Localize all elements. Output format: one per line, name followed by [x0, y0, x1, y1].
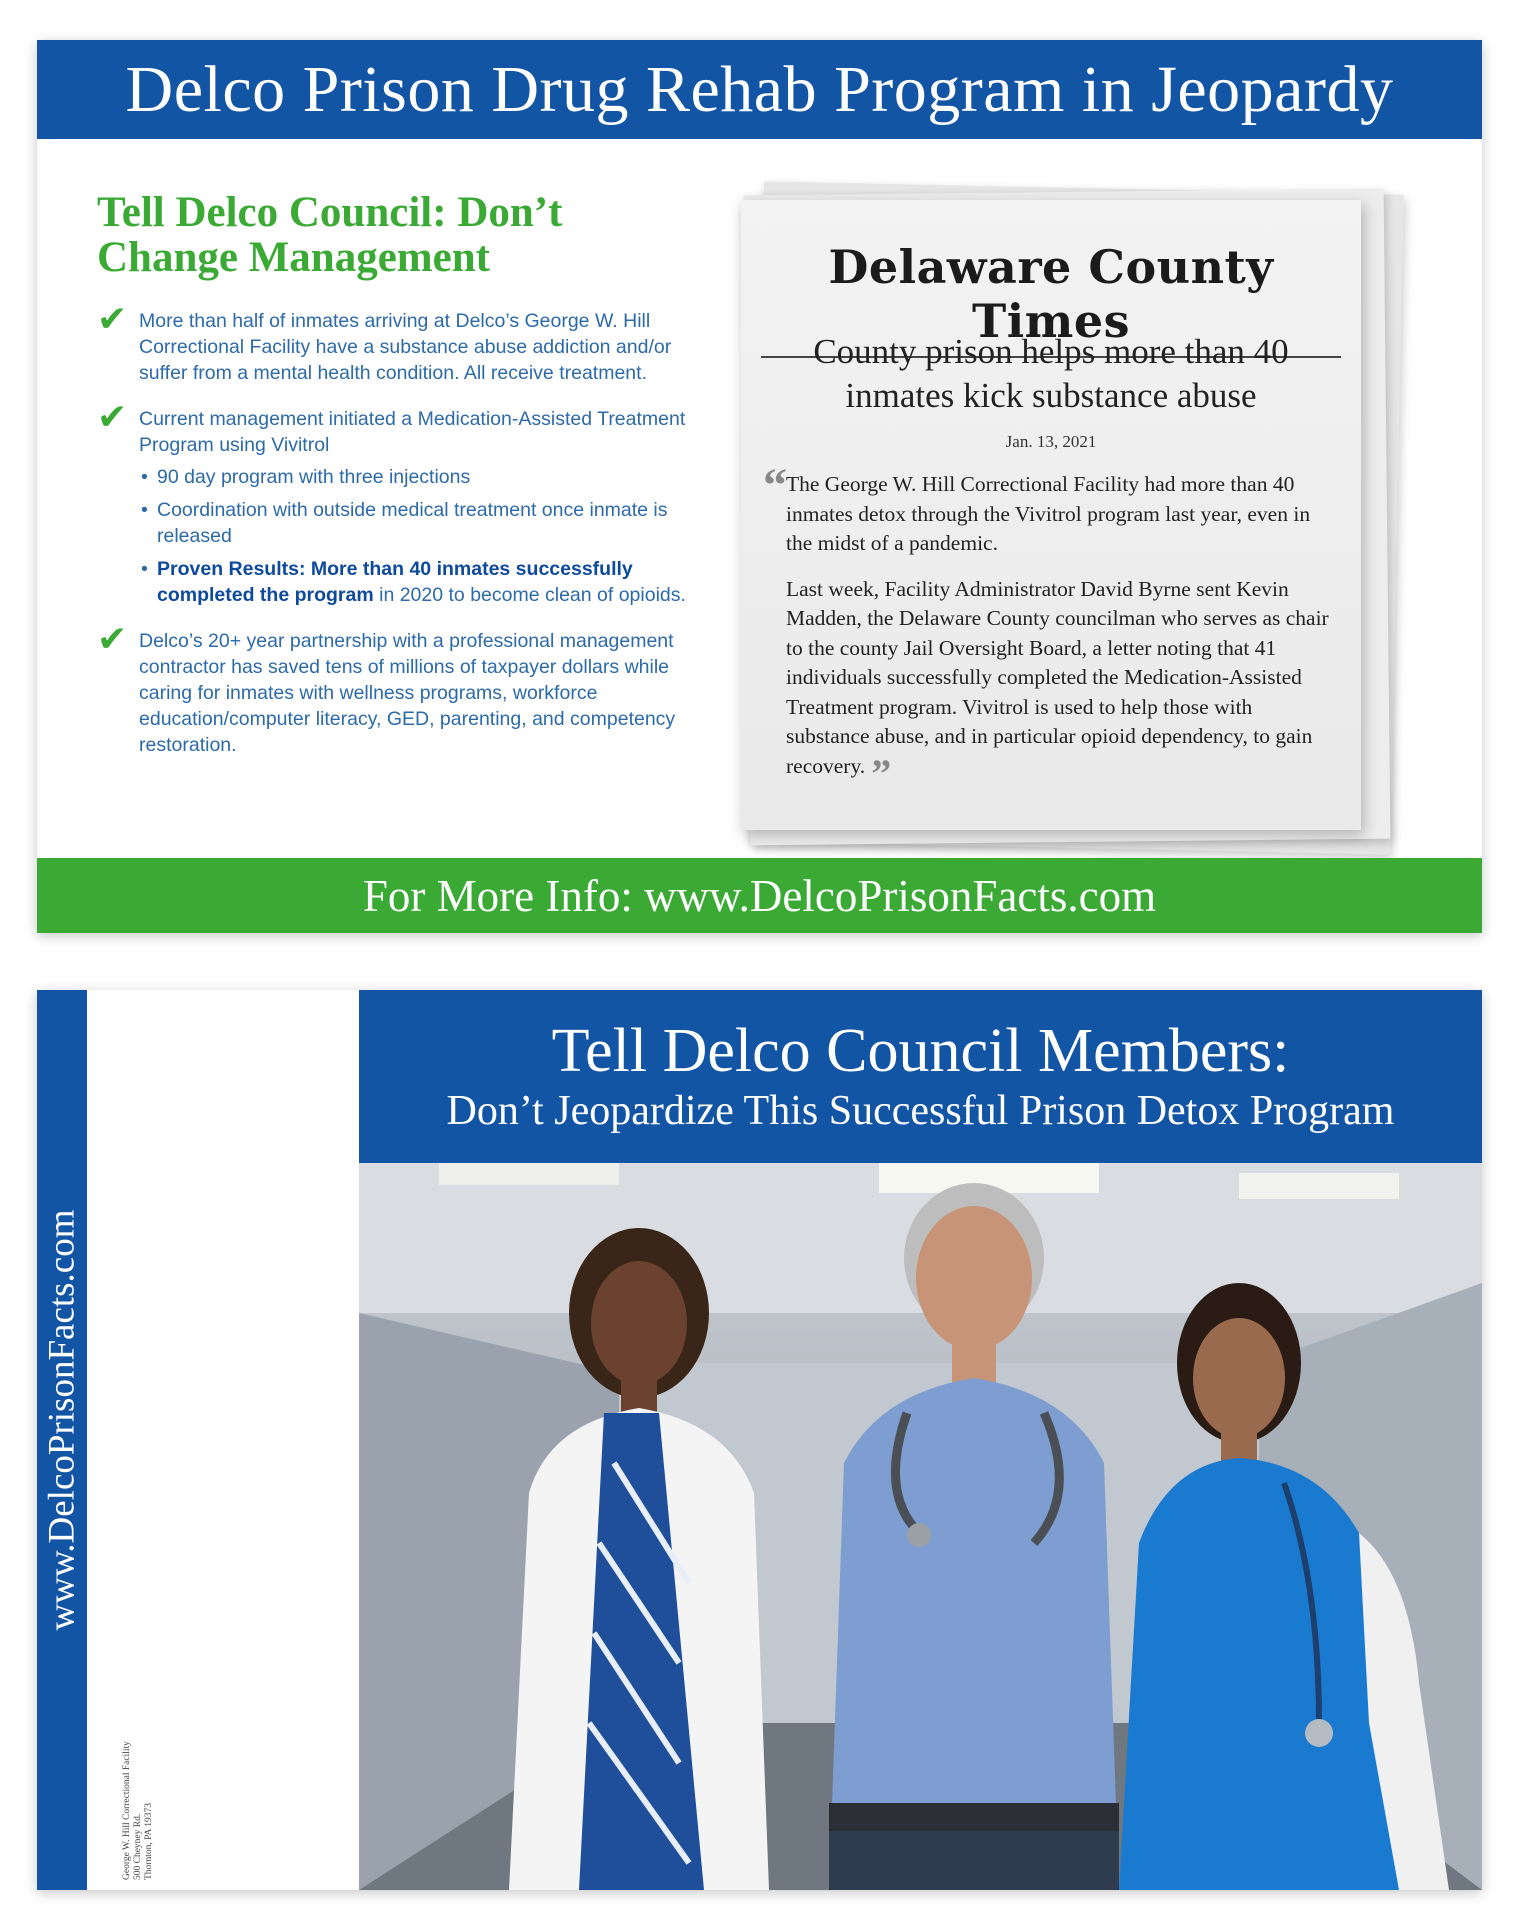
back-header-bar — [359, 990, 1482, 1163]
front-header-title: Delco Prison Drug Rehab Program in Jeopardy — [125, 52, 1394, 126]
newspaper-body — [786, 470, 1331, 797]
newspaper-headline: County prison helps more than 40 inmates kick substance abuse — [813, 332, 1289, 415]
trousers — [829, 1831, 1119, 1890]
postcard-front — [37, 40, 1482, 933]
checkmark-icon: ✔ — [97, 619, 128, 660]
front-footer-bar — [37, 858, 1482, 933]
sub-bullet-item: • Coordination with outside medical treatment once inmate is released — [139, 497, 697, 549]
return-address-line: 500 Cheyney Rd. — [133, 1813, 143, 1880]
face — [591, 1261, 687, 1385]
bullet-item — [97, 397, 697, 608]
face — [916, 1206, 1032, 1350]
back-subtitle: Don’t Jeopardize This Successful Prison Detox Program — [446, 1088, 1395, 1134]
bullet-item — [97, 299, 697, 386]
neck — [952, 1343, 996, 1383]
postcard-back — [37, 990, 1482, 1890]
ceiling-light — [1239, 1173, 1399, 1199]
left-column — [97, 190, 697, 778]
open-quote-icon: “ — [763, 459, 787, 512]
front-header-bar — [37, 40, 1482, 139]
bullet-item — [97, 619, 697, 758]
newspaper-page — [741, 200, 1361, 830]
return-address — [122, 1741, 155, 1880]
footer-info-link[interactable]: For More Info: www.DelcoPrisonFacts.com — [362, 870, 1157, 921]
return-address-line: George W. Hill Correctional Facility — [122, 1741, 132, 1880]
front-headline: Tell Delco Council: Don’t Change Management — [97, 189, 563, 281]
stethoscope-head — [907, 1523, 931, 1547]
bullet-list — [97, 299, 697, 758]
proven-results-bold: Proven Results: More than 40 inmates successfully completed the program — [157, 558, 633, 606]
return-address-line: Thornton, PA 19373 — [144, 1803, 154, 1880]
belt — [829, 1803, 1119, 1831]
checkmark-icon: ✔ — [97, 299, 128, 340]
ceiling-light — [439, 1163, 619, 1185]
stethoscope-head — [1305, 1719, 1333, 1747]
sub-bullet-item — [139, 556, 697, 608]
checkmark-icon: ✔ — [97, 397, 128, 438]
back-title: Tell Delco Council Members: — [551, 1017, 1290, 1085]
newspaper-paragraph: The George W. Hill Correctional Facility had more than 40 inmates detox through the Vivitrol program last year, even in the midst of a pandemic. — [786, 472, 1311, 555]
newspaper-date: Jan. 13, 2021 — [1005, 432, 1097, 451]
neck — [621, 1373, 657, 1413]
side-url-text[interactable]: www.DelcoPrisonFacts.com — [41, 1209, 83, 1631]
newspaper-clipping — [717, 180, 1437, 870]
newspaper-masthead: Delaware County Times — [761, 240, 1341, 358]
face — [1193, 1318, 1285, 1438]
bullet-text: Current management initiated a Medication-Assisted Treatment Program using Vivitrol — [139, 408, 686, 456]
bullet-text: More than half of inmates arriving at Delco’s George W. Hill Correctional Facility have a substance abuse addiction and/or suffer from a mental health condition. All receive treatment. — [139, 310, 672, 384]
medical-staff-photo — [359, 1163, 1482, 1890]
proven-results-rest: in 2020 to become clean of opioids. — [373, 584, 686, 606]
sub-bullet-list — [139, 464, 697, 608]
bullet-text: Delco’s 20+ year partnership with a professional management contractor has saved tens of millions of taxpayer dollars while caring for inmates with wellness programs, workforce education/computer literacy, GED, parenting, and competency restoration. — [139, 630, 676, 756]
newspaper-paragraph-text: Last week, Facility Administrator David Byrne sent Kevin Madden, the Delaware County councilman who serves as chair to the county Jail Oversight Board, a letter noting that 41 individuals successfully completed the Medication-Assisted Treatment program. Vivitrol is used to help those with substance abuse, and in particular opioid dependency, to gain recovery. — [786, 576, 1329, 778]
sub-bullet-item: • 90 day program with three injections — [139, 464, 697, 490]
photo-illustration — [359, 1163, 1482, 1890]
close-quote-icon: ” — [871, 750, 892, 796]
newspaper-paragraph — [786, 575, 1331, 796]
side-url-strip — [37, 990, 87, 1890]
